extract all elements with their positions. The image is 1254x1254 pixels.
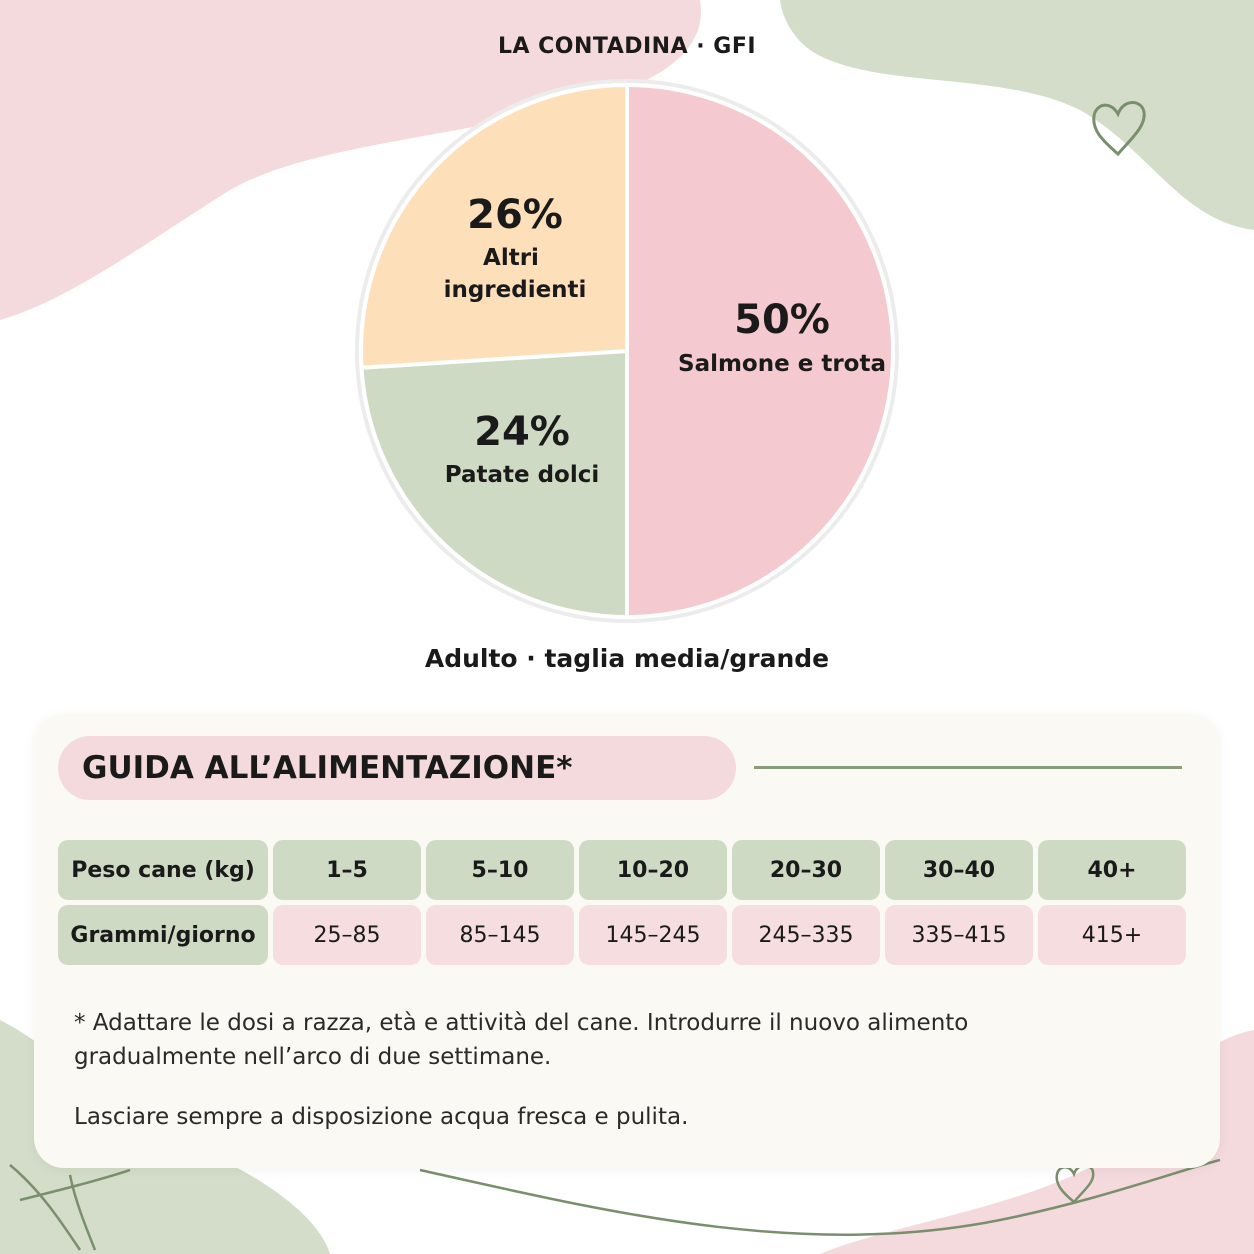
pie-label-name-altri-line1: Altri xyxy=(483,245,539,271)
pie-label-name-salmone: Salmone e trota xyxy=(678,351,886,377)
brand-title: LA CONTADINA · GFI xyxy=(497,34,757,59)
water-note: Lasciare sempre a disposizione acqua fresca e pulita. xyxy=(74,1104,689,1130)
grams-cell: 245–335 xyxy=(732,905,880,965)
feeding-guide-card xyxy=(34,714,1220,1168)
weight-cell: 5–10 xyxy=(426,840,574,900)
pie-label-pct-patate: 24% xyxy=(474,409,570,455)
pie-label-name-patate: Patate dolci xyxy=(444,462,600,488)
grams-cell: 85–145 xyxy=(426,905,574,965)
grams-cell: 415+ xyxy=(1038,905,1186,965)
weight-cell: 10–20 xyxy=(579,840,727,900)
grams-cell: 25–85 xyxy=(273,905,421,965)
footnote: * Adattare le dosi a razza, età e attività del cane. Introdurre il nuovo alimento gradualmente nell’arco di due settimane. xyxy=(74,1010,969,1070)
pie-label-pct-altri: 26% xyxy=(467,192,563,238)
product-subtitle: Adulto · taglia media/grande xyxy=(424,644,830,673)
weight-cell: 40+ xyxy=(1038,840,1186,900)
weight-cell: 20–30 xyxy=(732,840,880,900)
pie-label-name-altri-line2: ingredienti xyxy=(443,277,587,303)
heart-icon xyxy=(1088,96,1150,160)
table-row-weight xyxy=(58,840,1188,900)
feeding-table xyxy=(58,840,1188,970)
pie-label-pct-salmone: 50% xyxy=(734,297,830,343)
pie-chart xyxy=(352,76,902,626)
weight-cell: 1–5 xyxy=(273,840,421,900)
guide-divider xyxy=(754,766,1182,769)
grams-cell: 335–415 xyxy=(885,905,1033,965)
weight-cell: 30–40 xyxy=(885,840,1033,900)
guide-title: GUIDA ALL’ALIMENTAZIONE* xyxy=(58,736,736,800)
grams-cell: 145–245 xyxy=(579,905,727,965)
row-header-weight: Peso cane (kg) xyxy=(58,840,268,900)
table-row-grams xyxy=(58,905,1188,965)
row-header-grams: Grammi/giorno xyxy=(58,905,268,965)
